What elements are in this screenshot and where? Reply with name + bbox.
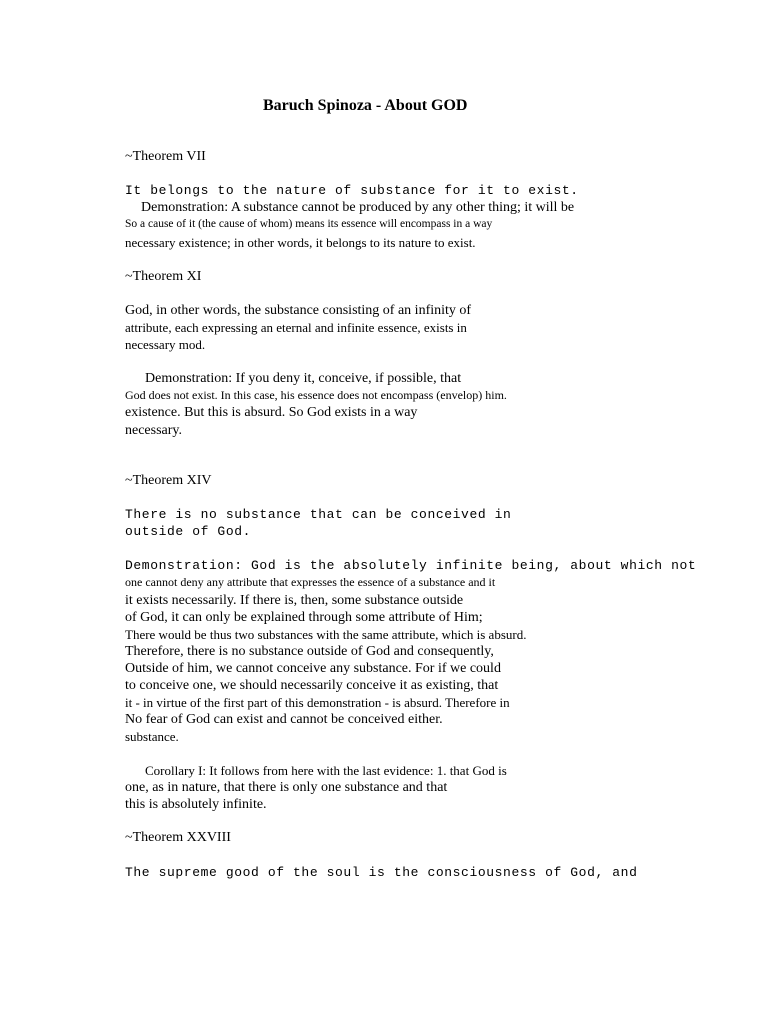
theorem-xiv-corollary-line: one, as in nature, that there is only one substance and that xyxy=(125,780,448,795)
theorem-xi-statement-line: God, in other words, the substance consisting of an infinity of xyxy=(125,303,472,318)
theorem-xiv-statement-line: outside of God. xyxy=(125,524,252,539)
theorem-xi-demonstration-line: God does not exist. In this case, his essence does not encompass (envelop) him. xyxy=(125,388,507,402)
theorem-xxviii-heading: ~Theorem XXVIII xyxy=(125,830,231,845)
theorem-xiv-demonstration-line: of God, it can only be explained through some attribute of Him; xyxy=(125,610,483,625)
theorem-xi-statement-line: necessary mod. xyxy=(125,337,206,352)
theorem-xiv-demonstration-line: There would be thus two substances with the same attribute, which is absurd. xyxy=(125,627,527,642)
theorem-xiv-demonstration-line: substance. xyxy=(125,729,179,744)
theorem-xi-demonstration-line: existence. But this is absurd. So God exists in a way xyxy=(125,405,418,420)
theorem-vii-heading: ~Theorem VII xyxy=(125,149,206,164)
theorem-xi-demonstration-line: necessary. xyxy=(125,423,183,438)
theorem-xiv-corollary-line: Corollary I: It follows from here with the last evidence: 1. that God is xyxy=(145,763,507,778)
theorem-vii-demonstration-line: necessary existence; in other words, it belongs to its nature to exist. xyxy=(125,235,476,250)
theorem-xiv-heading: ~Theorem XIV xyxy=(125,473,212,488)
theorem-xiv-statement-line: There is no substance that can be conceived in xyxy=(125,507,512,522)
theorem-xiv-demonstration-line: it - in virtue of the first part of this demonstration - is absurd. Therefore in xyxy=(125,695,510,710)
theorem-xiv-demonstration-line: No fear of God can exist and cannot be conceived either. xyxy=(125,712,443,727)
theorem-xiv-demonstration-line: Therefore, there is no substance outside of God and consequently, xyxy=(125,644,494,659)
theorem-xiv-demonstration-line: one cannot deny any attribute that expresses the essence of a substance and it xyxy=(125,575,496,589)
theorem-xi-demonstration-line: Demonstration: If you deny it, conceive, if possible, that xyxy=(145,371,462,386)
theorem-vii-statement: It belongs to the nature of substance for it to exist. xyxy=(125,183,579,198)
theorem-xi-heading: ~Theorem XI xyxy=(125,269,202,284)
theorem-xxviii-statement: The supreme good of the soul is the consciousness of God, and xyxy=(125,865,638,880)
theorem-xiv-demonstration-line: to conceive one, we should necessarily conceive it as existing, that xyxy=(125,678,499,693)
theorem-xiv-corollary-line: this is absolutely infinite. xyxy=(125,797,267,812)
theorem-xiv-demonstration-intro: Demonstration: God is the absolutely infinite being, about which not xyxy=(125,558,697,573)
theorem-xi-statement-line: attribute, each expressing an eternal and infinite essence, exists in xyxy=(125,320,467,335)
theorem-vii-demonstration-line: So a cause of it (the cause of whom) means its essence will encompass in a way xyxy=(125,218,493,230)
theorem-xiv-demonstration-line: it exists necessarily. If there is, then, some substance outside xyxy=(125,593,464,608)
theorem-xiv-demonstration-line: Outside of him, we cannot conceive any substance. For if we could xyxy=(125,661,501,676)
document-title: Baruch Spinoza - About GOD xyxy=(263,97,468,114)
theorem-vii-demonstration-line: Demonstration: A substance cannot be produced by any other thing; it will be xyxy=(141,200,575,215)
